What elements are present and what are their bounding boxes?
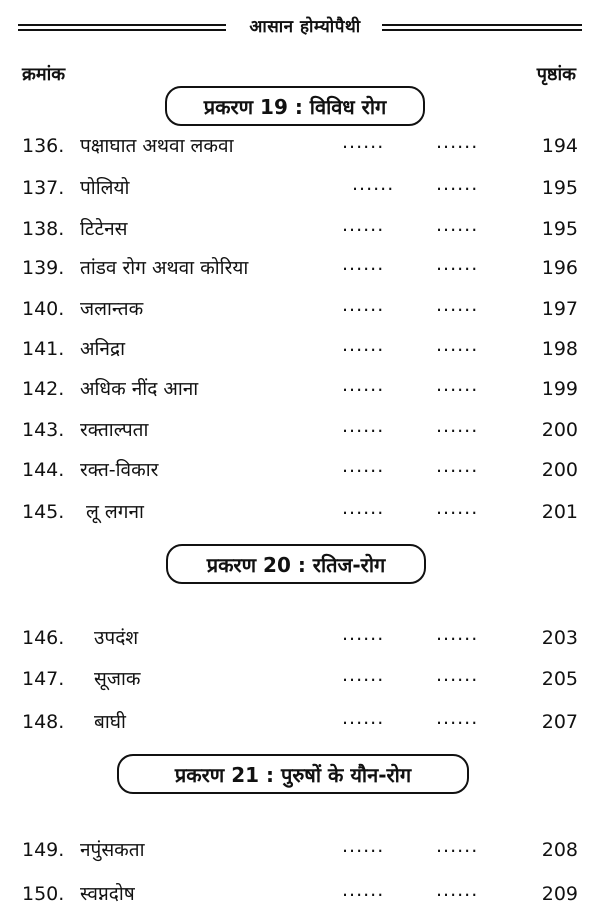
entry-number: 138. — [22, 218, 65, 240]
entry-page-number: 200 — [541, 419, 578, 441]
toc-entry — [22, 174, 578, 202]
toc-entry — [22, 215, 578, 243]
page-header — [18, 14, 582, 44]
leader-dots: ...... — [436, 623, 479, 645]
leader-dots: ...... — [342, 623, 385, 645]
leader-dots: ...... — [342, 707, 385, 729]
chapter-heading-19: प्रकरण 19 : विविध रोग — [165, 86, 425, 126]
entry-number: 140. — [22, 298, 65, 320]
entry-title: रक्त-विकार — [80, 459, 159, 481]
leader-dots: ...... — [342, 334, 385, 356]
book-title: आसान होम्योपैथी — [249, 17, 361, 37]
leader-dots: ...... — [436, 214, 479, 236]
toc-entry — [22, 416, 578, 444]
entry-title: टिटेनस — [80, 218, 128, 240]
entry-page-number: 199 — [541, 378, 578, 400]
toc-entry — [22, 295, 578, 323]
entry-number: 144. — [22, 459, 65, 481]
leader-dots: ...... — [342, 214, 385, 236]
entry-title: पक्षाघात अथवा लकवा — [80, 135, 234, 157]
leader-dots: ...... — [352, 173, 395, 195]
entry-title: नपुंसकता — [80, 839, 145, 861]
leader-dots: ...... — [342, 253, 385, 275]
entry-number: 147. — [22, 668, 65, 690]
entry-page-number: 195 — [541, 218, 578, 240]
entry-title: अनिद्रा — [80, 338, 125, 360]
entry-title: सूजाक — [94, 668, 141, 690]
entry-number: 145. — [22, 501, 65, 523]
entry-title: अधिक नींद आना — [80, 378, 199, 400]
toc-entry — [22, 665, 578, 693]
leader-dots: ...... — [436, 455, 479, 477]
entry-title: बाघी — [94, 711, 126, 733]
entry-title: पोलियो — [80, 177, 130, 199]
entry-number: 148. — [22, 711, 65, 733]
entry-page-number: 197 — [541, 298, 578, 320]
toc-entry — [22, 335, 578, 363]
leader-dots: ...... — [342, 664, 385, 686]
leader-dots: ...... — [342, 294, 385, 316]
entry-page-number: 201 — [541, 501, 578, 523]
entry-page-number: 203 — [541, 627, 578, 649]
entry-page-number: 200 — [541, 459, 578, 481]
leader-dots: ...... — [436, 497, 479, 519]
entry-number: 146. — [22, 627, 65, 649]
leader-dots: ...... — [436, 835, 479, 857]
leader-dots: ...... — [342, 374, 385, 396]
toc-entry — [22, 456, 578, 484]
entry-number: 150. — [22, 883, 65, 905]
leader-dots: ...... — [436, 173, 479, 195]
entry-title: रक्ताल्पता — [80, 419, 149, 441]
toc-entry — [22, 880, 578, 908]
entry-page-number: 195 — [541, 177, 578, 199]
toc-entry — [22, 836, 578, 864]
leader-dots: ...... — [342, 835, 385, 857]
leader-dots: ...... — [436, 253, 479, 275]
entry-page-number: 196 — [541, 257, 578, 279]
entry-page-number: 208 — [541, 839, 578, 861]
entry-number: 139. — [22, 257, 65, 279]
chapter-heading-21: प्रकरण 21 : पुरुषों के यौन-रोग — [117, 754, 469, 794]
entry-title: उपदंश — [94, 627, 139, 649]
leader-dots: ...... — [342, 879, 385, 901]
entry-title: जलान्तक — [80, 298, 144, 320]
entry-page-number: 207 — [541, 711, 578, 733]
leader-dots: ...... — [436, 334, 479, 356]
entry-page-number: 205 — [541, 668, 578, 690]
entry-number: 143. — [22, 419, 65, 441]
toc-entry — [22, 254, 578, 282]
entry-number: 137. — [22, 177, 65, 199]
leader-dots: ...... — [436, 374, 479, 396]
toc-entry — [22, 375, 578, 403]
leader-dots: ...... — [436, 415, 479, 437]
entry-title: लू लगना — [86, 501, 144, 523]
toc-entry — [22, 498, 578, 526]
leader-dots: ...... — [342, 497, 385, 519]
entry-number: 149. — [22, 839, 65, 861]
leader-dots: ...... — [436, 879, 479, 901]
entry-title: स्वप्नदोष — [80, 883, 135, 905]
leader-dots: ...... — [342, 415, 385, 437]
header-rule-right — [382, 24, 582, 26]
entry-title: तांडव रोग अथवा कोरिया — [80, 257, 249, 279]
entry-number: 136. — [22, 135, 65, 157]
entry-page-number: 209 — [541, 883, 578, 905]
leader-dots: ...... — [436, 294, 479, 316]
toc-entry — [22, 708, 578, 736]
leader-dots: ...... — [436, 707, 479, 729]
toc-entry — [22, 624, 578, 652]
leader-dots: ...... — [342, 455, 385, 477]
leader-dots: ...... — [436, 664, 479, 686]
entry-page-number: 194 — [541, 135, 578, 157]
entry-number: 142. — [22, 378, 65, 400]
leader-dots: ...... — [436, 131, 479, 153]
column-header-page: पृष्ठांक — [536, 64, 576, 85]
entry-page-number: 198 — [541, 338, 578, 360]
toc-entry — [22, 132, 578, 160]
entry-number: 141. — [22, 338, 65, 360]
leader-dots: ...... — [342, 131, 385, 153]
header-rule-left — [18, 24, 226, 26]
column-header-serial: क्रमांक — [22, 64, 66, 85]
chapter-heading-20: प्रकरण 20 : रतिज-रोग — [166, 544, 426, 584]
